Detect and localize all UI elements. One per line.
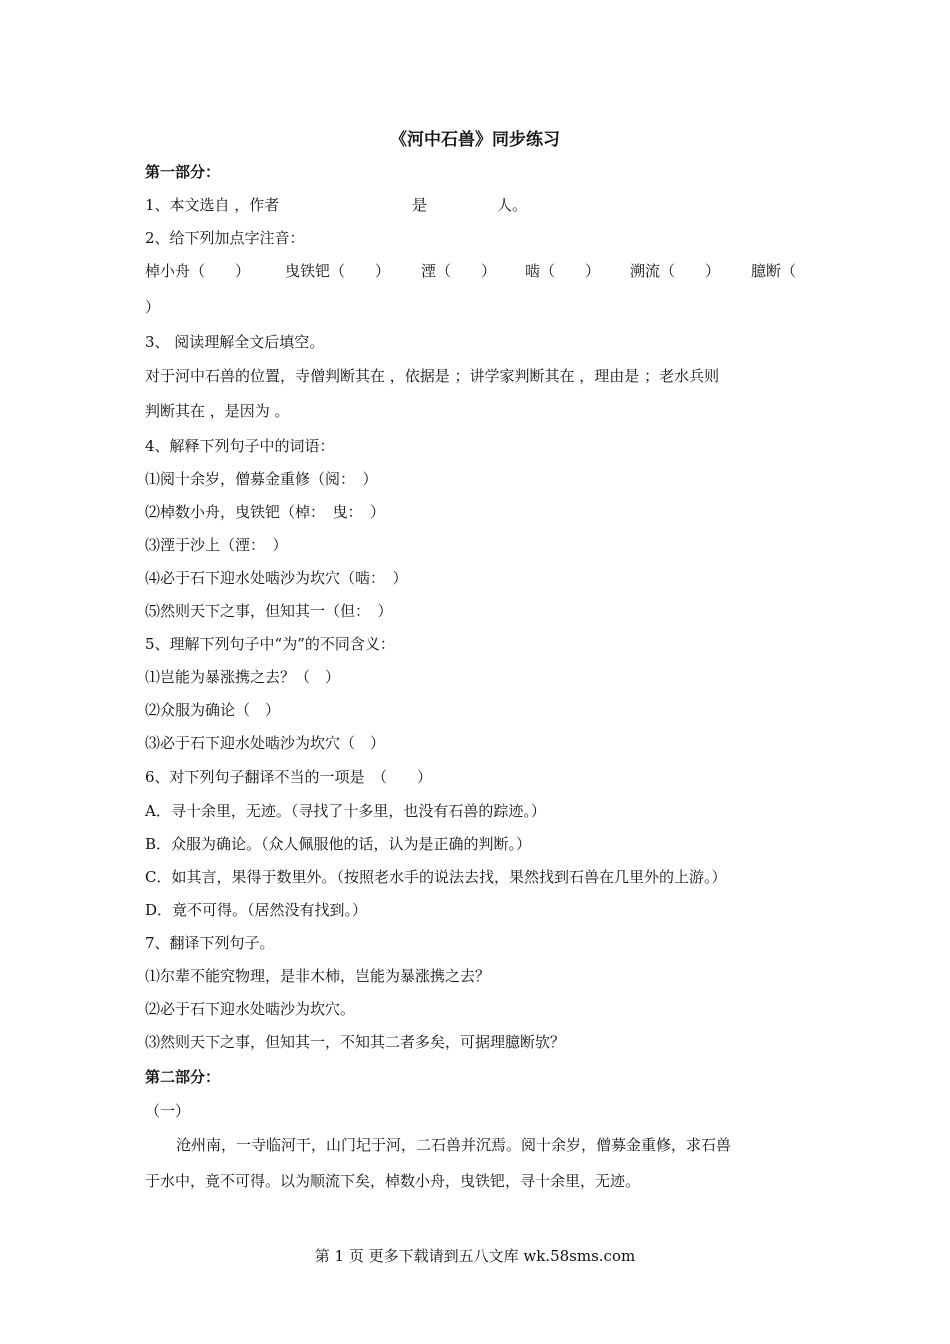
question-5-prompt: 5、理解下列句子中“为”的不同含义：: [145, 635, 395, 653]
page-footer: 第 1 页 更多下载请到五八文库 wk.58sms.com: [314, 1247, 636, 1265]
question-4-prompt: 4、解释下列句子中的词语：: [145, 437, 335, 455]
q6-option: B．众服为确论。（众人佩服他的话，认为是正确的判断。）: [145, 835, 532, 853]
q5-item: ⑴岂能为暴涨携之去？（ ）: [145, 668, 341, 686]
q6-option: D．竟不可得。（居然没有找到。）: [145, 901, 368, 919]
question-3-line-2: 判断其在 ，是因为 。: [145, 402, 290, 420]
q2-item: 溯流（ ）: [630, 262, 721, 280]
q7-item: ⑶然则天下之事，但知其一，不知其二者多矣，可据理臆断欤？: [145, 1033, 566, 1051]
q4-item: ⑸然则天下之事，但知其一（但： ）: [145, 602, 393, 620]
q2-item: 啮（ ）: [525, 262, 601, 280]
part1-heading: 第一部分：: [145, 163, 221, 181]
part2-subheading: （一）: [145, 1102, 191, 1120]
q6-option: C．如其言，果得于数里外。（按照老水手的说法去找，果然找到石兽在几里外的上游。）: [145, 868, 727, 886]
q5-item: ⑵众服为确论（ ）: [145, 701, 281, 719]
q4-item: ⑶湮于沙上（湮： ）: [145, 536, 288, 554]
question-7-prompt: 7、翻译下列句子。: [145, 934, 275, 952]
question-6-prompt: 6、对下列句子翻译不当的一项是 （ ）: [145, 768, 433, 786]
passage-line-2: 于水中，竟不可得。以为顺流下矣，棹数小舟，曳铁钯，寻十余里，无迹。: [145, 1172, 641, 1190]
q4-item: ⑷必于石下迎水处啮沙为坎穴（啮： ）: [145, 569, 408, 587]
part2-heading: 第二部分：: [145, 1068, 221, 1086]
question-3-prompt: 3、 阅读理解全文后填空。: [145, 333, 325, 351]
q1-text-c: 人。: [497, 196, 528, 214]
q4-item: ⑴阅十余岁，僧募金重修（阅： ）: [145, 470, 378, 488]
q2-item: 湮（ ）: [421, 262, 497, 280]
q1-text-b: 是: [412, 196, 428, 214]
q5-item: ⑶必于石下迎水处啮沙为坎穴（ ）: [145, 734, 386, 752]
question-3-line-1: 对于河中石兽的位置，寺僧判断其在 ，依据是 ；讲学家判断其在 ，理由是 ；老水兵则: [145, 367, 720, 385]
q6-option: A．寻十余里，无迹。（寻找了十多里，也没有石兽的踪迹。）: [145, 802, 546, 820]
q7-item: ⑵必于石下迎水处啮沙为坎穴。: [145, 1000, 356, 1018]
question-2-prompt: 2、给下列加点字注音：: [145, 229, 305, 247]
q4-item: ⑵棹数小舟，曳铁钯（棹： 曳： ）: [145, 503, 386, 521]
q2-overflow: ）: [145, 298, 161, 316]
q2-item: 棹小舟（ ）: [145, 262, 251, 280]
document-title: 《河中石兽》同步练习: [390, 130, 560, 150]
q2-item: 曳铁钯（ ）: [285, 262, 391, 280]
passage-line-1: 沧州南，一寺临河干，山门圮于河，二石兽并沉焉。阅十余岁，僧募金重修，求石兽: [176, 1136, 732, 1154]
q7-item: ⑴尔辈不能究物理，是非木柿，岂能为暴涨携之去？: [145, 967, 491, 985]
question-2-items: [145, 261, 805, 281]
q2-item: 臆断（: [751, 262, 797, 280]
q1-text-a: 1、本文选自 ，作者: [145, 196, 280, 214]
question-1: [145, 195, 805, 215]
